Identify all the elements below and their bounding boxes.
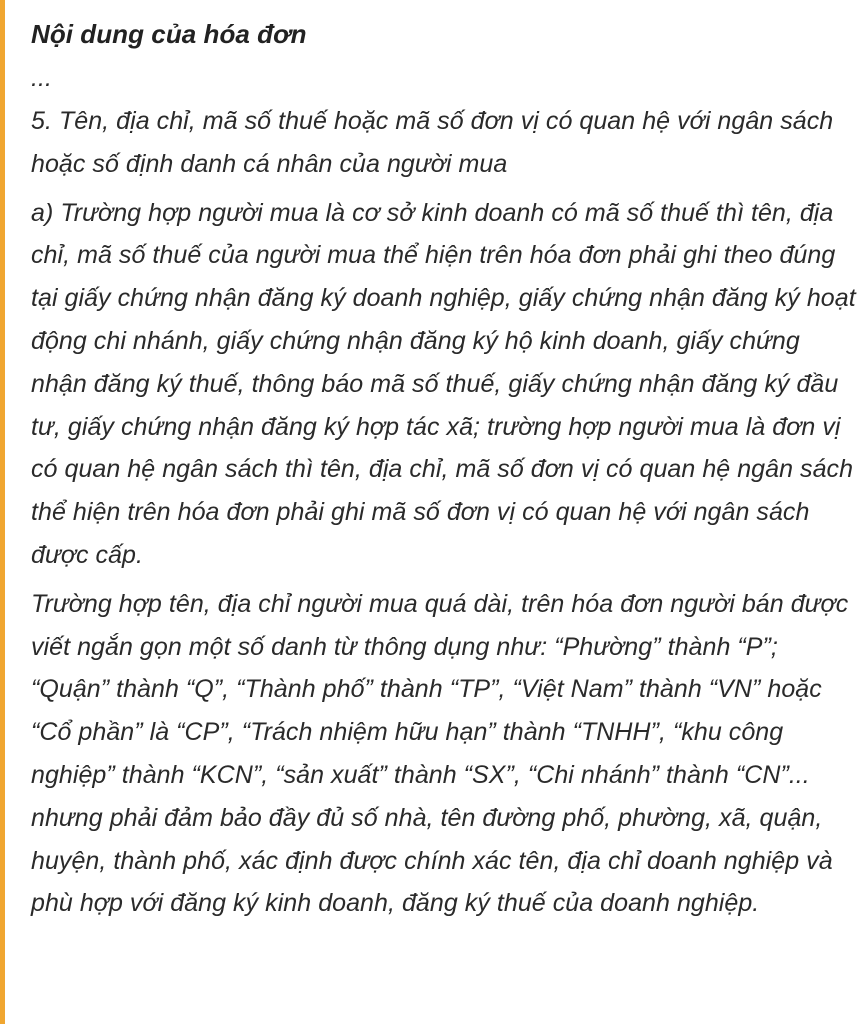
omission-ellipsis: ... [31, 64, 52, 92]
quote-content [31, 12, 857, 931]
paragraph-clause-5: 5. Tên, địa chỉ, mã số thuế hoặc mã số đơn vị có quan hệ với ngân sách hoặc số định danh cá nhân của người mua [31, 107, 834, 178]
paragraph-abbreviation-rule: Trường hợp tên, địa chỉ người mua quá dài, trên hóa đơn người bán được viết ngắn gọn một số danh từ thông dụng như: “Phường” thành “P”; “Quận” thành “Q”, “Thành phố” thành “TP”, “Việt Nam” thành “VN” hoặc “Cổ phần” là “CP”, “Trách nhiệm hữu hạn” thành “TNHH”, “khu công nghiệp” thành “KCN”, “sản xuất” thành “SX”, “Chi nhánh” thành “CN”... nhưng phải đảm bảo đầy đủ số nhà, tên đường phố, phường, xã, quận, huyện, thành phố, xác định được chính xác tên, địa chỉ doanh nghiệp và phù hợp với đăng ký kinh doanh, đăng ký thuế của doanh nghiệp. [31, 589, 849, 918]
paragraph-point-a: a) Trường hợp người mua là cơ sở kinh doanh có mã số thuế thì tên, địa chỉ, mã số thuế của người mua thể hiện trên hóa đơn phải ghi theo đúng tại giấy chứng nhận đăng ký doanh nghiệp, giấy chứng nhận đăng ký hoạt động chi nhánh, giấy chứng nhận đăng ký hộ kinh doanh, giấy chứng nhận đăng ký thuế, thông báo mã số thuế, giấy chứng nhận đăng ký đầu tư, giấy chứng nhận đăng ký hợp tác xã; trường hợp người mua là đơn vị có quan hệ ngân sách thì tên, địa chỉ, mã số đơn vị có quan hệ ngân sách thể hiện trên hóa đơn phải ghi mã số đơn vị có quan hệ với ngân sách được cấp. [31, 198, 856, 569]
document-heading: Nội dung của hóa đơn [31, 19, 307, 49]
